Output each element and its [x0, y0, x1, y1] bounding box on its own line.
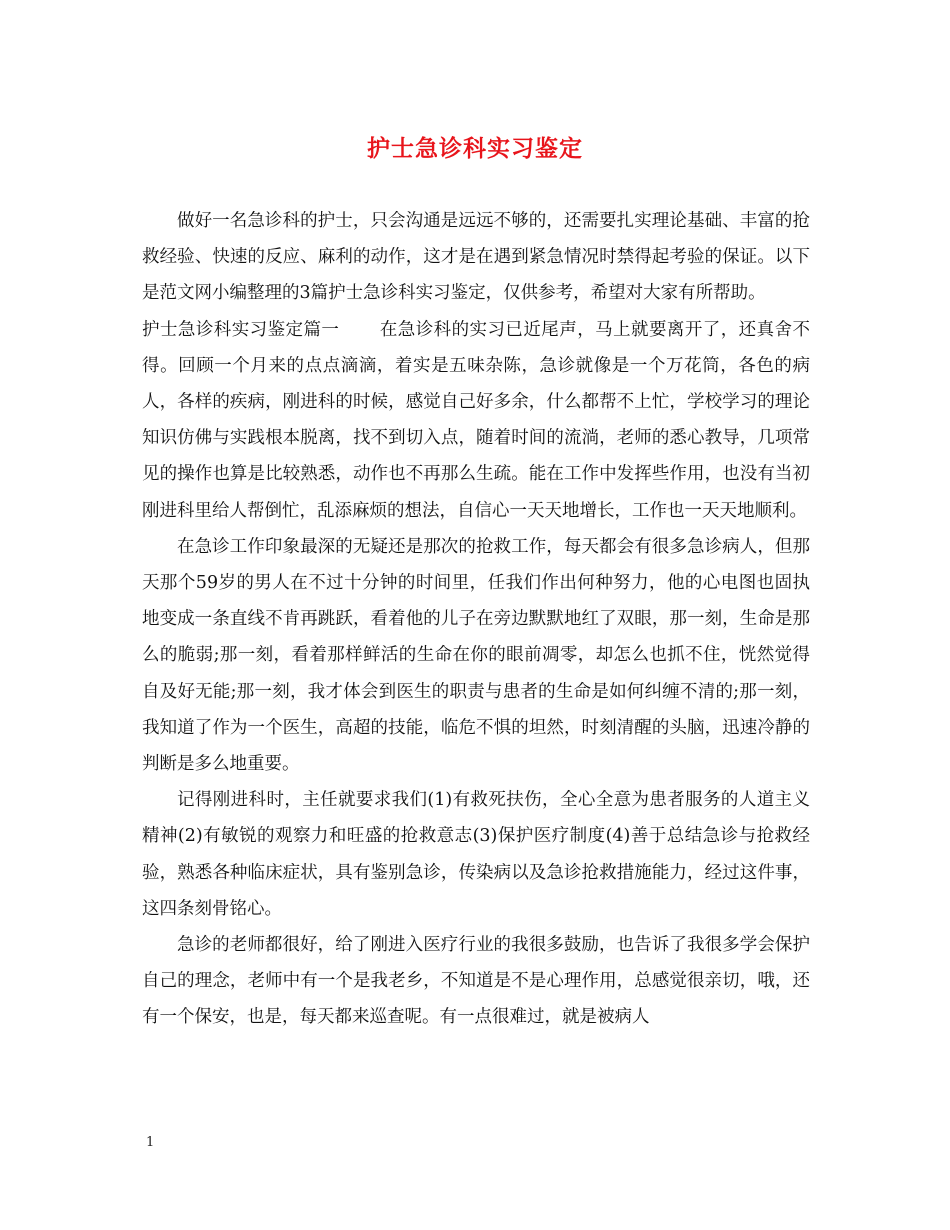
page-number: 1 [146, 1135, 155, 1150]
section-paragraph [142, 312, 810, 529]
section-heading: 护士急诊科实习鉴定篇一 [142, 319, 340, 340]
body-paragraph: 在急诊工作印象最深的无疑还是那次的抢救工作，每天都会有很多急诊病人，但那天那个59岁的男人在不过十分钟的时间里，任我们作出何种努力，他的心电图也固执地变成一条直线不肯再跳跃，看着他的儿子在旁边默默地红了双眼，那一刻，生命是那么的脆弱;那一刻，看着那样鲜活的生命在你的眼前凋零，却怎么也抓不住，恍然觉得自及好无能;那一刻，我才体会到医生的职责与患者的生命是如何纠缠不清的;那一刻，我知道了作为一个医生，高超的技能，临危不惧的坦然，时刻清醒的头脑，迅速冷静的判断是多么地重要。 [142, 536, 810, 775]
document-title: 护士急诊科实习鉴定 [367, 135, 583, 162]
intro-paragraph: 做好一名急诊科的护士，只会沟通是远远不够的，还需要扎实理论基础、丰富的抢救经验、快速的反应、麻利的动作，这才是在遇到紧急情况时禁得起考验的保证。以下是范文网小编整理的3篇护士急诊科实习鉴定，仅供参考，希望对大家有所帮助。 [142, 211, 810, 304]
section-first-paragraph: 在急诊科的实习已近尾声，马上就要离开了，还真舍不得。回顾一个月来的点点滴滴，着实是五味杂陈，急诊就像是一个万花筒，各色的病人，各样的疾病，刚进科的时候，感觉自己好多余，什么都帮不上忙，学校学习的理论知识仿佛与实践根本脱离，找不到切入点，随着时间的流淌，老师的悉心教导，几项常见的操作也算是比较熟悉，动作也不再那么生疏。能在工作中发挥些作用，也没有当初刚进科里给人帮倒忙，乱添麻烦的想法，自信心一天天地增长，工作也一天天地顺利。 [142, 319, 811, 521]
body-paragraph: 急诊的老师都很好，给了刚进入医疗行业的我很多鼓励，也告诉了我很多学会保护自己的理念，老师中有一个是我老乡，不知道是不是心理作用，总感觉很亲切，哦，还有一个保安，也是，每天都来巡查呢。有一点很难过，就是被病人 [142, 935, 810, 1028]
document-body [142, 203, 810, 1036]
body-paragraph: 记得刚进科时，主任就要求我们(1)有救死扶伤，全心全意为患者服务的人道主义精神(2)有敏锐的观察力和旺盛的抢救意志(3)保护医疗制度(4)善于总结急诊与抢救经验，熟悉各种临床症状，具有鉴别急诊，传染病以及急诊抢救措施能力，经过这件事，这四条刻骨铭心。 [142, 790, 810, 919]
